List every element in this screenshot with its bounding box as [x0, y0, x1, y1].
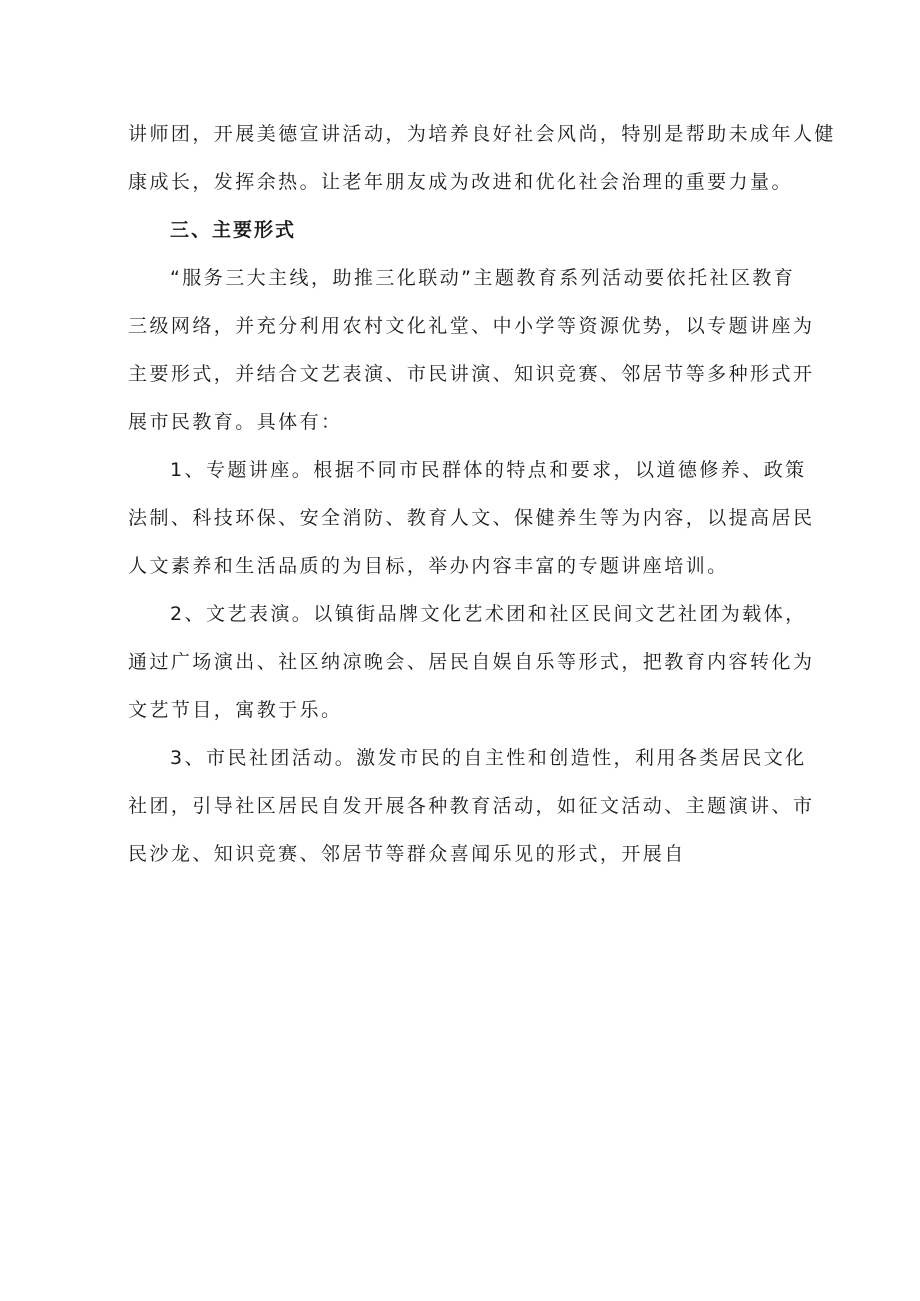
text-line: 主要形式，并结合文艺表演、市民讲演、知识竞赛、邻居节等多种形式开	[128, 363, 815, 385]
text-line: 通过广场演出、社区纳凉晚会、居民自娱自乐等形式，把教育内容转化为	[128, 651, 815, 673]
text-line: 讲师团，开展美德宣讲活动，为培养良好社会风尚，特别是帮助未成年人健	[128, 123, 836, 145]
text-line: 社团，引导社区居民自发开展各种教育活动，如征文活动、主题演讲、市	[128, 795, 815, 817]
text-line: 法制、科技环保、安全消防、教育人文、保健养生等为内容，以提高居民	[128, 507, 815, 529]
section-heading: 三、主要形式	[170, 219, 297, 241]
text-line: 2、文艺表演。以镇街品牌文化艺术团和社区民间文艺社团为载体，	[170, 603, 807, 625]
text-line: 3、市民社团活动。激发市民的自主性和创造性，利用各类居民文化	[170, 747, 807, 769]
text-line: 文艺节目，寓教于乐。	[128, 699, 343, 721]
text-line: 1、专题讲座。根据不同市民群体的特点和要求，以道德修养、政策	[170, 459, 807, 481]
text-line: 康成长，发挥余热。让老年朋友成为改进和优化社会治理的重要力量。	[128, 171, 793, 193]
text-line: 民沙龙、知识竞赛、邻居节等群众喜闻乐见的形式，开展自	[128, 843, 686, 865]
text-line: “服务三大主线，助推三化联动”主题教育系列活动要依托社区教育	[170, 267, 796, 289]
text-line: 展市民教育。具体有：	[128, 411, 343, 433]
text-line: 人文素养和生活品质的为目标，举办内容丰富的专题讲座培训。	[128, 555, 729, 577]
text-line: 三级网络，并充分利用农村文化礼堂、中小学等资源优势，以专题讲座为	[128, 315, 815, 337]
